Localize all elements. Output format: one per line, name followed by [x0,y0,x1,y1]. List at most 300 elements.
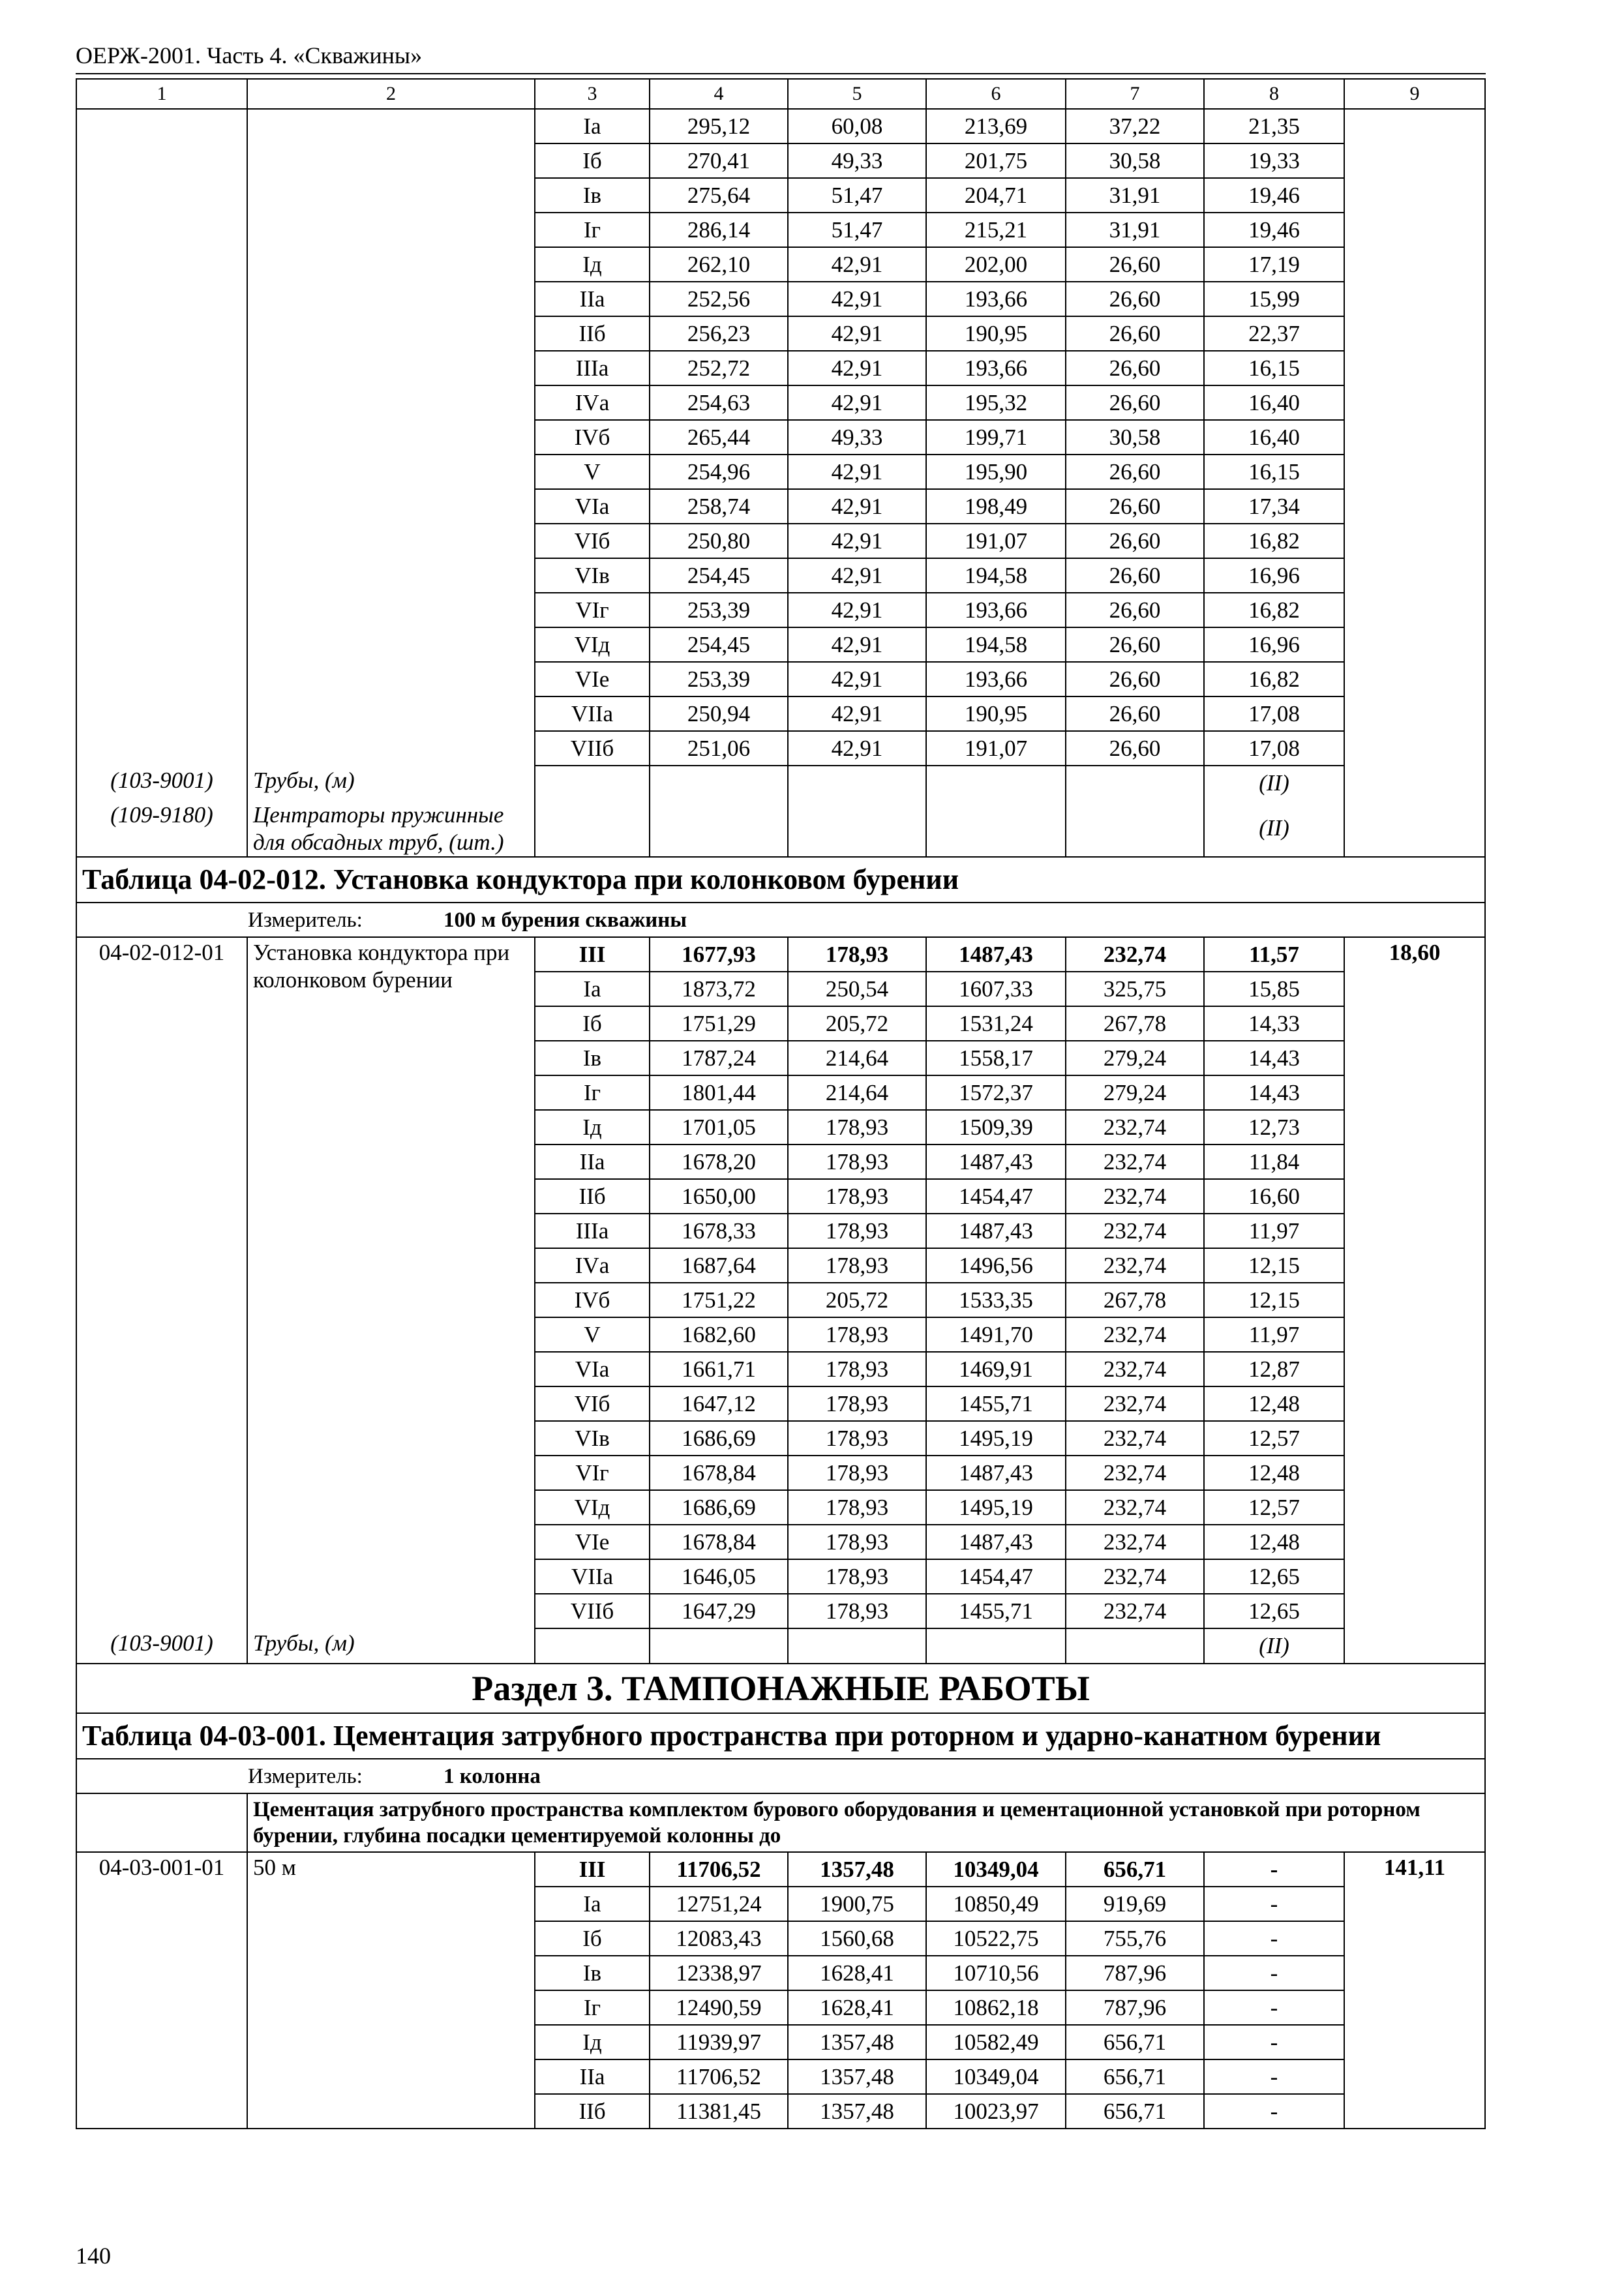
name-cell: Установка кондуктора при колонковом бурении [247,937,535,1628]
zone-cell: IIа [535,2059,650,2094]
wages-cell: 178,93 [788,1352,926,1386]
zone-cell: IVа [535,1248,650,1283]
machines-cell: 1495,19 [926,1421,1066,1456]
wages-cell: 42,91 [788,455,926,489]
empty-cell [788,800,926,857]
machines-cell: 1454,47 [926,1559,1066,1594]
machines-cell: 1487,43 [926,1456,1066,1490]
wages-cell: 214,64 [788,1075,926,1110]
zone-cell: IIа [535,1144,650,1179]
total-cost-cell: 12490,59 [650,1990,788,2025]
machines-cell: 10023,97 [926,2094,1066,2129]
zone-cell: IIа [535,282,650,316]
page-number: 140 [76,2243,111,2269]
materials-cell: 17,19 [1204,247,1344,282]
operators-wages-cell: 26,60 [1066,316,1204,351]
machines-cell: 1469,91 [926,1352,1066,1386]
operators-wages-cell: 232,74 [1066,1559,1204,1594]
machines-cell: 194,58 [926,627,1066,662]
machines-cell: 193,66 [926,282,1066,316]
materials-cell: 16,60 [1204,1179,1344,1214]
total-cost-cell: 1678,20 [650,1144,788,1179]
wages-cell: 178,93 [788,1110,926,1144]
operators-wages-cell: 26,60 [1066,247,1204,282]
empty-cell [76,1793,247,1852]
total-cost-cell: 252,56 [650,282,788,316]
machines-cell: 10850,49 [926,1887,1066,1921]
material-name: Трубы, (м) [247,1628,535,1664]
table-title-row [76,1713,1485,1759]
wages-cell: 1357,48 [788,2025,926,2059]
total-cost-cell: 286,14 [650,213,788,247]
measure-cell [76,1759,1485,1793]
table-title: Таблица 04-02-012. Установка кондуктора при колонковом бурении [76,857,1485,903]
machines-cell: 1454,47 [926,1179,1066,1214]
wages-cell: 178,93 [788,1525,926,1559]
machines-cell: 10582,49 [926,2025,1066,2059]
empty-cell [650,1628,788,1664]
total-cost-cell: 275,64 [650,178,788,213]
materials-cell: 15,85 [1204,972,1344,1006]
materials-cell: 17,34 [1204,489,1344,524]
total-cost-cell: 254,45 [650,558,788,593]
material-name: Трубы, (м) [247,766,535,800]
column-number: 7 [1066,79,1204,109]
operators-wages-cell: 30,58 [1066,143,1204,178]
total-cost-cell: 295,12 [650,109,788,143]
zone-cell: Iб [535,1006,650,1041]
operators-wages-cell: 26,60 [1066,455,1204,489]
machines-cell: 10710,56 [926,1956,1066,1990]
zone-cell: VIе [535,1525,650,1559]
material-row [76,766,1485,800]
total-cost-cell: 254,96 [650,455,788,489]
zone-cell: IVб [535,420,650,455]
total-cost-cell: 253,39 [650,662,788,696]
total-cost-cell: 1686,69 [650,1421,788,1456]
materials-cell: 16,40 [1204,385,1344,420]
zone-cell: Iд [535,1110,650,1144]
measure-value: 1 колонна [444,1764,541,1788]
total-cost-cell: 253,39 [650,593,788,627]
column-number: 5 [788,79,926,109]
zone-cell: VIIб [535,731,650,766]
wages-cell: 49,33 [788,143,926,178]
operators-wages-cell: 26,60 [1066,627,1204,662]
material-note: (II) [1204,766,1344,800]
machines-cell: 10349,04 [926,2059,1066,2094]
machines-cell: 195,32 [926,385,1066,420]
zone-cell: Iа [535,1887,650,1921]
total-cost-cell: 270,41 [650,143,788,178]
total-cost-cell: 250,94 [650,696,788,731]
wages-cell: 178,93 [788,1317,926,1352]
total-cell: 141,11 [1344,1852,1485,2129]
zone-cell: IIIа [535,1214,650,1248]
measure-cell [76,903,1485,937]
wages-cell: 42,91 [788,627,926,662]
code-cell [76,109,247,766]
machines-cell: 1509,39 [926,1110,1066,1144]
empty-cell [1066,1628,1204,1664]
machines-cell: 1455,71 [926,1594,1066,1628]
operators-wages-cell: 267,78 [1066,1283,1204,1317]
code-cell: 04-02-012-01 [76,937,247,1628]
operators-wages-cell: 656,71 [1066,2094,1204,2129]
operators-wages-cell: 30,58 [1066,420,1204,455]
rate-row [76,1852,1485,1887]
materials-cell: 12,48 [1204,1456,1344,1490]
machines-cell: 190,95 [926,696,1066,731]
operators-wages-cell: 232,74 [1066,1421,1204,1456]
materials-cell: 14,33 [1204,1006,1344,1041]
column-number: 2 [247,79,535,109]
wages-cell: 1560,68 [788,1921,926,1956]
operators-wages-cell: 279,24 [1066,1075,1204,1110]
machines-cell: 10862,18 [926,1990,1066,2025]
zone-cell: Iг [535,1075,650,1110]
operators-wages-cell: 232,74 [1066,1594,1204,1628]
operators-wages-cell: 279,24 [1066,1041,1204,1075]
table-title-row [76,857,1485,903]
operators-wages-cell: 755,76 [1066,1921,1204,1956]
rate-row [76,109,1485,143]
wages-cell: 42,91 [788,282,926,316]
header-rule [76,73,1486,74]
materials-cell: 12,65 [1204,1594,1344,1628]
zone-cell: VIIа [535,696,650,731]
materials-cell: 16,96 [1204,558,1344,593]
machines-cell: 190,95 [926,316,1066,351]
total-cell: 18,60 [1344,937,1485,1664]
total-cost-cell: 12751,24 [650,1887,788,1921]
empty-cell [535,800,650,857]
machines-cell: 10349,04 [926,1852,1066,1887]
machines-cell: 1487,43 [926,1525,1066,1559]
machines-cell: 191,07 [926,524,1066,558]
empty-cell [788,1628,926,1664]
material-row [76,1628,1485,1664]
measure-label: Измеритель: [248,908,363,932]
operators-wages-cell: 232,74 [1066,1110,1204,1144]
wages-cell: 42,91 [788,524,926,558]
operators-wages-cell: 232,74 [1066,1386,1204,1421]
wages-cell: 1357,48 [788,2094,926,2129]
materials-cell: 12,65 [1204,1559,1344,1594]
zone-cell: IVб [535,1283,650,1317]
zone-cell: Iд [535,2025,650,2059]
total-cost-cell: 1646,05 [650,1559,788,1594]
total-cost-cell: 258,74 [650,489,788,524]
rates-table [76,78,1486,2129]
column-number: 3 [535,79,650,109]
materials-cell: - [1204,1887,1344,1921]
measure-row [76,903,1485,937]
wages-cell: 42,91 [788,247,926,282]
total-cost-cell: 11706,52 [650,2059,788,2094]
total-cost-cell: 1682,60 [650,1317,788,1352]
machines-cell: 193,66 [926,351,1066,385]
operators-wages-cell: 232,74 [1066,1317,1204,1352]
empty-cell [650,766,788,800]
wages-cell: 178,93 [788,937,926,972]
wages-cell: 42,91 [788,385,926,420]
operators-wages-cell: 26,60 [1066,662,1204,696]
wages-cell: 178,93 [788,1386,926,1421]
materials-cell: 11,84 [1204,1144,1344,1179]
zone-cell: VIг [535,1456,650,1490]
operators-wages-cell: 267,78 [1066,1006,1204,1041]
machines-cell: 201,75 [926,143,1066,178]
operators-wages-cell: 787,96 [1066,1990,1204,2025]
materials-cell: - [1204,2059,1344,2094]
column-number: 8 [1204,79,1344,109]
total-cost-cell: 1686,69 [650,1490,788,1525]
zone-cell: IIб [535,316,650,351]
machines-cell: 1531,24 [926,1006,1066,1041]
zone-cell: V [535,455,650,489]
column-number: 9 [1344,79,1485,109]
materials-cell: 17,08 [1204,696,1344,731]
measure-value: 100 м бурения скважины [444,908,687,932]
zone-cell: VIб [535,524,650,558]
zone-cell: VIд [535,1490,650,1525]
zone-cell: Iа [535,972,650,1006]
empty-cell [788,766,926,800]
total-cost-cell: 11706,52 [650,1852,788,1887]
wages-cell: 178,93 [788,1421,926,1456]
material-name: Центраторы пружинные для обсадных труб, (шт.) [247,800,535,857]
total-cost-cell: 1801,44 [650,1075,788,1110]
zone-cell: VIа [535,489,650,524]
wages-cell: 178,93 [788,1144,926,1179]
total-cost-cell: 1677,93 [650,937,788,972]
machines-cell: 1572,37 [926,1075,1066,1110]
zone-cell: Iв [535,1956,650,1990]
total-cost-cell: 254,63 [650,385,788,420]
operators-wages-cell: 26,60 [1066,593,1204,627]
empty-cell [926,800,1066,857]
column-number: 6 [926,79,1066,109]
name-cell [247,109,535,766]
materials-cell: 19,46 [1204,178,1344,213]
total-cost-cell: 1647,12 [650,1386,788,1421]
materials-cell: 14,43 [1204,1041,1344,1075]
materials-cell: 11,57 [1204,937,1344,972]
total-cost-cell: 1678,84 [650,1525,788,1559]
total-cost-cell: 250,80 [650,524,788,558]
machines-cell: 194,58 [926,558,1066,593]
section-title: Раздел 3. ТАМПОНАЖНЫЕ РАБОТЫ [76,1664,1485,1713]
empty-cell [535,766,650,800]
wages-cell: 42,91 [788,731,926,766]
description-row [76,1793,1485,1852]
zone-cell: IIIа [535,351,650,385]
zone-cell: VIг [535,593,650,627]
total-cost-cell: 1678,33 [650,1214,788,1248]
operators-wages-cell: 26,60 [1066,696,1204,731]
zone-cell: III [535,937,650,972]
operators-wages-cell: 232,74 [1066,1490,1204,1525]
materials-cell: - [1204,2025,1344,2059]
name-cell: 50 м [247,1852,535,2129]
zone-cell: Iг [535,1990,650,2025]
wages-cell: 60,08 [788,109,926,143]
total-cost-cell: 12338,97 [650,1956,788,1990]
total-cost-cell: 256,23 [650,316,788,351]
empty-cell [535,1628,650,1664]
zone-cell: IVа [535,385,650,420]
total-cost-cell: 265,44 [650,420,788,455]
total-cost-cell: 11381,45 [650,2094,788,2129]
materials-cell: 16,96 [1204,627,1344,662]
empty-cell [1066,766,1204,800]
zone-cell: VIа [535,1352,650,1386]
wages-cell: 42,91 [788,662,926,696]
operators-wages-cell: 232,74 [1066,937,1204,972]
machines-cell: 191,07 [926,731,1066,766]
total-cost-cell: 1873,72 [650,972,788,1006]
total-cost-cell: 1687,64 [650,1248,788,1283]
zone-cell: VIб [535,1386,650,1421]
materials-cell: 12,57 [1204,1490,1344,1525]
operators-wages-cell: 232,74 [1066,1525,1204,1559]
operators-wages-cell: 26,60 [1066,731,1204,766]
zone-cell: Iв [535,178,650,213]
materials-cell: 21,35 [1204,109,1344,143]
group-description: Цементация затрубного пространства комплектом бурового оборудования и цементационной установкой при роторном бурении, глубина посадки цементируемой колонны до [247,1793,1485,1852]
machines-cell: 1491,70 [926,1317,1066,1352]
material-code: (109-9180) [76,800,247,857]
material-note: (II) [1204,800,1344,857]
machines-cell: 1487,43 [926,937,1066,972]
wages-cell: 178,93 [788,1456,926,1490]
machines-cell: 193,66 [926,593,1066,627]
zone-cell: V [535,1317,650,1352]
wages-cell: 51,47 [788,178,926,213]
zone-cell: VIе [535,662,650,696]
zone-cell: Iд [535,247,650,282]
operators-wages-cell: 656,71 [1066,1852,1204,1887]
materials-cell: 12,15 [1204,1283,1344,1317]
machines-cell: 204,71 [926,178,1066,213]
wages-cell: 178,93 [788,1248,926,1283]
materials-cell: 16,40 [1204,420,1344,455]
materials-cell: 22,37 [1204,316,1344,351]
operators-wages-cell: 31,91 [1066,213,1204,247]
table-title: Таблица 04-03-001. Цементация затрубного пространства при роторном и ударно-канатном бурении [76,1713,1485,1759]
operators-wages-cell: 787,96 [1066,1956,1204,1990]
zone-cell: IIб [535,2094,650,2129]
zone-cell: VIв [535,1421,650,1456]
materials-cell: 12,87 [1204,1352,1344,1386]
running-header: ОЕРЖ-2001. Часть 4. «Скважины» [76,42,423,68]
materials-cell: 12,48 [1204,1525,1344,1559]
machines-cell: 195,90 [926,455,1066,489]
machines-cell: 215,21 [926,213,1066,247]
machines-cell: 1487,43 [926,1144,1066,1179]
zone-cell: Iа [535,109,650,143]
empty-cell [926,766,1066,800]
total-cost-cell: 12083,43 [650,1921,788,1956]
total-cost-cell: 1751,29 [650,1006,788,1041]
wages-cell: 42,91 [788,489,926,524]
machines-cell: 1496,56 [926,1248,1066,1283]
total-cost-cell: 1678,84 [650,1456,788,1490]
operators-wages-cell: 37,22 [1066,109,1204,143]
materials-cell: 19,46 [1204,213,1344,247]
zone-cell: Iб [535,1921,650,1956]
wages-cell: 42,91 [788,351,926,385]
wages-cell: 1357,48 [788,1852,926,1887]
zone-cell: VIIб [535,1594,650,1628]
column-number-row [76,79,1485,109]
zone-cell: VIIа [535,1559,650,1594]
materials-cell: - [1204,2094,1344,2129]
wages-cell: 178,93 [788,1594,926,1628]
wages-cell: 1357,48 [788,2059,926,2094]
zone-cell: VIв [535,558,650,593]
zone-cell: Iб [535,143,650,178]
operators-wages-cell: 232,74 [1066,1179,1204,1214]
materials-cell: 11,97 [1204,1214,1344,1248]
materials-cell: - [1204,1956,1344,1990]
machines-cell: 1495,19 [926,1490,1066,1525]
machines-cell: 1558,17 [926,1041,1066,1075]
operators-wages-cell: 232,74 [1066,1456,1204,1490]
operators-wages-cell: 26,60 [1066,524,1204,558]
rates-table-body [76,79,1485,2129]
total-cost-cell: 262,10 [650,247,788,282]
wages-cell: 178,93 [788,1214,926,1248]
total-cost-cell: 11939,97 [650,2025,788,2059]
total-cost-cell: 1650,00 [650,1179,788,1214]
machines-cell: 1487,43 [926,1214,1066,1248]
rate-row [76,937,1485,972]
zone-cell: Iг [535,213,650,247]
wages-cell: 1628,41 [788,1990,926,2025]
wages-cell: 250,54 [788,972,926,1006]
materials-cell: 12,48 [1204,1386,1344,1421]
machines-cell: 193,66 [926,662,1066,696]
wages-cell: 51,47 [788,213,926,247]
operators-wages-cell: 656,71 [1066,2025,1204,2059]
total-cost-cell: 251,06 [650,731,788,766]
materials-cell: 12,57 [1204,1421,1344,1456]
materials-cell: 14,43 [1204,1075,1344,1110]
operators-wages-cell: 919,69 [1066,1887,1204,1921]
material-note: (II) [1204,1628,1344,1664]
machines-cell: 1607,33 [926,972,1066,1006]
operators-wages-cell: 26,60 [1066,351,1204,385]
total-cost-cell: 254,45 [650,627,788,662]
materials-cell: - [1204,1990,1344,2025]
machines-cell: 213,69 [926,109,1066,143]
operators-wages-cell: 656,71 [1066,2059,1204,2094]
machines-cell: 198,49 [926,489,1066,524]
operators-wages-cell: 232,74 [1066,1214,1204,1248]
total-cost-cell: 252,72 [650,351,788,385]
wages-cell: 178,93 [788,1179,926,1214]
wages-cell: 214,64 [788,1041,926,1075]
machines-cell: 1455,71 [926,1386,1066,1421]
column-number: 1 [76,79,247,109]
operators-wages-cell: 232,74 [1066,1248,1204,1283]
materials-cell: 11,97 [1204,1317,1344,1352]
wages-cell: 1628,41 [788,1956,926,1990]
machines-cell: 10522,75 [926,1921,1066,1956]
operators-wages-cell: 232,74 [1066,1352,1204,1386]
